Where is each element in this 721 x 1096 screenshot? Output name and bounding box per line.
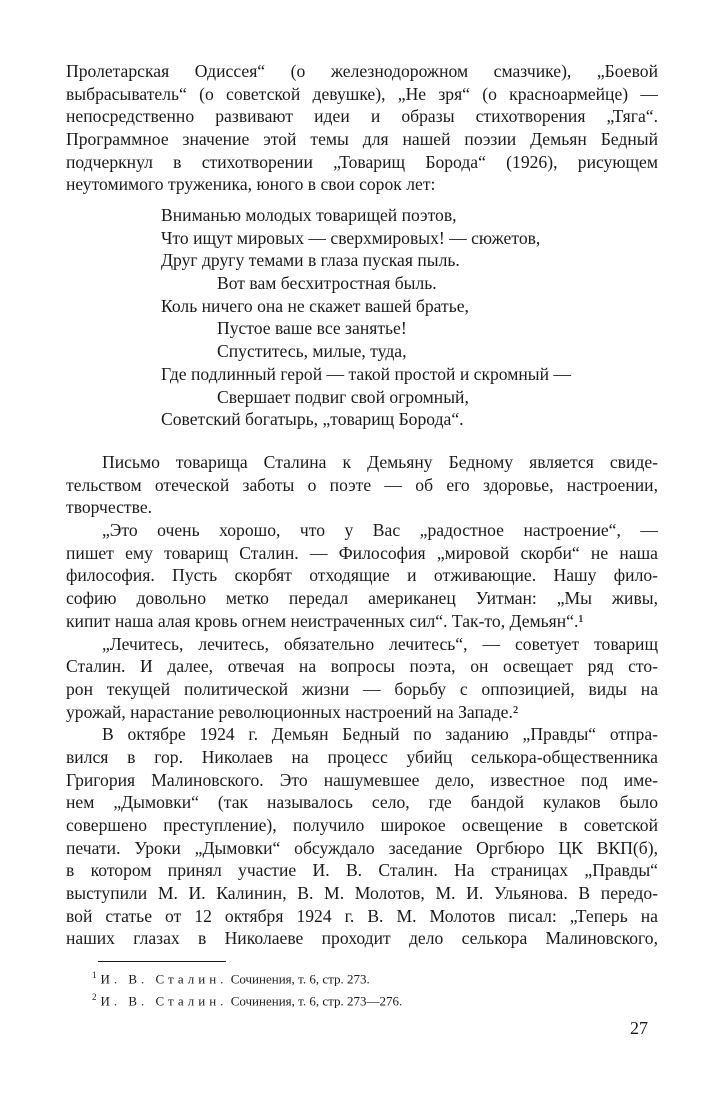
text-line: выбрасыватель“ (о советской девушке), „Не зря“ (о красноармейце) —: [66, 83, 658, 104]
poem-line: Вот вам бесхитростная быль.: [217, 273, 437, 294]
text-line: урожай, нарастание революционных настроений на Западе.²: [66, 701, 519, 722]
text-line: творчестве.: [66, 497, 153, 518]
footnote-divider: [98, 961, 226, 962]
poem-line: Друг другу темами в глаза пуская пыль.: [161, 250, 460, 271]
poem-line: Свершает подвиг свой огромный,: [217, 386, 469, 407]
text-line: Пролетарская Одиссея“ (о железнодорожном смазчике), „Боевой: [66, 61, 658, 81]
text-line: философия. Пусть скорбят отходящие и отживающие. Нашу фило-: [66, 565, 658, 586]
text-line: „Это очень хорошо, что у Вас „радостное настроение“, —: [102, 520, 658, 541]
text-line: В октябре 1924 г. Демьян Бедный по заданию „Правды“ отпра-: [102, 724, 658, 745]
footnote: [92, 966, 402, 988]
poem-line: Коль ничего она не скажет вашей братье,: [161, 295, 469, 316]
text-line: Григория Малиновского. Это нашумевшее дело, известное под име-: [66, 769, 658, 790]
footnote-author: И. В. Сталин.: [100, 993, 228, 1009]
intro-paragraph: [66, 60, 658, 196]
text-line: пишет ему товарищ Сталин. — Философия „мировой скорби“ не наша: [66, 542, 658, 563]
text-line: Письмо товарища Сталина к Демьяну Бедному является свиде-: [102, 452, 658, 472]
footnote-source: Сочинения, т. 6, стр. 273.: [227, 971, 370, 987]
poem-line: Советский богатырь, „товарищ Борода“.: [161, 409, 464, 430]
text-line: рон текущей политической жизни — борьбу с оппозицией, виды на: [66, 678, 658, 699]
text-line: совершено преступление), получило широкое освещение в советской: [66, 815, 658, 835]
text-line: кипит наша алая кровь огнем неистраченных сил“. Так-то, Демьян“.¹: [66, 610, 584, 631]
main-text: [66, 451, 658, 950]
poem-line: Где подлинный герой — такой простой и скромный —: [161, 363, 572, 384]
footnotes: [92, 966, 402, 1011]
text-line: выступили М. И. Калинин, В. М. Молотов, М. И. Ульянова. В передо-: [66, 883, 658, 904]
text-line: „Лечитесь, лечитесь, обязательно лечитесь“, — советует товарищ: [102, 633, 658, 654]
text-line: в котором принял участие И. В. Сталин. На страницах „Правды“: [66, 860, 658, 881]
page-number: 27: [630, 1018, 648, 1038]
text-line: софию довольно метко передал американец Уитман: „Мы живы,: [66, 588, 658, 609]
poem-line: Пустое ваше все занятье!: [217, 318, 407, 339]
text-line: нем „Дымовки“ (так называлось село, где бандой кулаков было: [66, 792, 658, 813]
poem-line: Что ищут мировых — сверхмировых! — сюжетов,: [161, 227, 541, 248]
text-line: подчеркнул в стихотворении „Товарищ Борода“ (1926), рисующем: [66, 151, 658, 172]
poem-line: Вниманью молодых товарищей поэтов,: [161, 205, 457, 225]
footnote-author: И. В. Сталин.: [100, 971, 228, 987]
poem-line: Спуститесь, милые, туда,: [217, 341, 407, 362]
footnote-number: 1: [92, 970, 97, 980]
text-line: тельством отеческой заботы о поэте — об его здоровье, настроении,: [66, 474, 658, 495]
text-line: Сталин. И далее, отвечая на вопросы поэта, он освещает ряд сто-: [66, 656, 658, 677]
text-line: непосредственно развивают идеи и образы стихотворения „Тяга“.: [66, 106, 658, 127]
poem-quote: [161, 204, 571, 431]
text-line: неутомимого труженика, юного в свои сорок лет:: [66, 174, 436, 195]
text-line: вился в гор. Николаев на процесс убийц селькора-общественника: [66, 746, 658, 767]
text-line: вой статье от 12 октября 1924 г. В. М. Молотов писал: „Теперь на: [66, 905, 658, 926]
text-line: печати. Уроки „Дымовки“ обсуждало заседание Оргбюро ЦК ВКП(б),: [66, 837, 658, 858]
text-line: Программное значение этой темы для нашей поэзии Демьян Бедный: [66, 129, 658, 150]
footnote-number: 2: [92, 992, 97, 1003]
footnote: [92, 988, 402, 1010]
footnote-source: Сочинения, т. 6, стр. 273—276.: [227, 993, 403, 1009]
text-line: наших глазах в Николаеве проходит дело селькора Малиновского,: [66, 928, 658, 949]
